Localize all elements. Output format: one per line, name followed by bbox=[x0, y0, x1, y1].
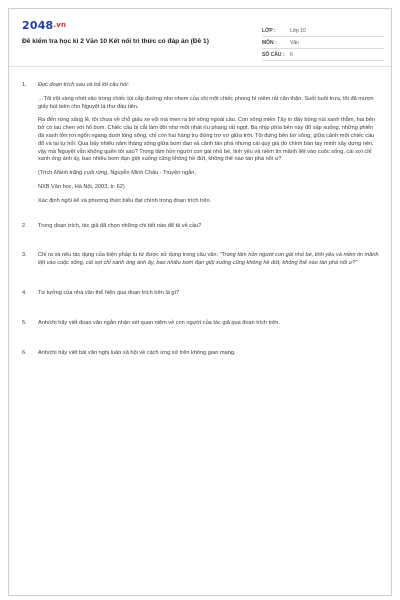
question-gap bbox=[22, 279, 380, 290]
question-text: Trong đoạn trích, tác giả đã chọn những chi tiết nào để tả về cầu? bbox=[38, 222, 202, 229]
question-3 bbox=[22, 252, 380, 268]
question-5 bbox=[22, 320, 380, 328]
meta-subject-key: MÔN : bbox=[262, 39, 277, 46]
passage-paragraph-2 bbox=[38, 117, 380, 164]
question-instruction: Đọc đoạn trích sau và trả lời câu hỏi: bbox=[38, 82, 130, 88]
meta-class-row bbox=[262, 25, 384, 37]
question-gap bbox=[22, 339, 380, 350]
source-suffix: , Nguyễn Minh Châu - Truyện ngắn, bbox=[107, 170, 196, 177]
meta-table bbox=[262, 25, 384, 61]
question-number: 5. bbox=[22, 319, 27, 326]
question-6 bbox=[22, 350, 380, 358]
source-prefix: (Trích bbox=[38, 170, 54, 177]
passage-text-b: Trong tâm hồn người con gái nhỏ bé, tinh yêu và niềm tin mãnh liệt vào cuộc sống, cái sợi chỉ xanh óng ánh ấy, bao nhiêu bom đạn giội xuống cũng không hề đứt, không thể nào tàn phá nổi ư? bbox=[38, 148, 372, 163]
question-gap bbox=[22, 230, 380, 241]
question-number: 1. bbox=[22, 82, 27, 88]
question-ask: Xác định ngôi kể và phương thức biểu đạt chính trong đoạn trích trên. bbox=[38, 197, 212, 204]
site-logo[interactable] bbox=[22, 19, 66, 32]
passage-source bbox=[38, 170, 380, 178]
question-text: Tư tưởng của nhà văn thể hiện qua đoạn trích trên là gì? bbox=[38, 289, 180, 296]
logo-suffix: .vn bbox=[53, 21, 67, 29]
meta-subject-value: Văn bbox=[290, 39, 299, 46]
logo-main: 2048 bbox=[22, 19, 54, 32]
question-number: 4. bbox=[22, 289, 27, 296]
passage-publisher: NXB Văn học, Hà Nội, 2003, tr. 62) bbox=[38, 183, 125, 190]
question-gap bbox=[22, 241, 380, 252]
question-2 bbox=[22, 223, 380, 231]
question-gap bbox=[22, 309, 380, 320]
question-text: Anh/chị hãy viết đoạn văn ngắn nhận xét quan niệm về con người của tác giả qua đoạn trích trên. bbox=[38, 319, 280, 326]
question-4 bbox=[22, 290, 380, 298]
question-gap bbox=[22, 268, 380, 279]
source-work: Mảnh trăng cuối rừng bbox=[53, 170, 108, 177]
meta-count-row bbox=[262, 49, 384, 61]
question-quote: "Trong tâm hồn người con gái nhỏ bé, tinh yêu và niềm tin mãnh liệt vào cuộc sống, cái sợi chỉ xanh óng ánh ấy, bao nhiêu bom đạn giội xuống cũng không hề đứt, không thể nào tàn phá nổi ư?" bbox=[38, 252, 379, 267]
question-text: Anh/chị hãy viết bài văn nghị luận xã hội về cách ứng xử trên không gian mạng. bbox=[38, 349, 236, 356]
meta-subject-row bbox=[262, 37, 384, 49]
question-number: 2. bbox=[22, 222, 27, 229]
question-body bbox=[38, 252, 380, 268]
meta-class-value: Lớp 10 bbox=[290, 27, 306, 34]
meta-count-key: SỐ CÂU : bbox=[262, 51, 285, 58]
passage-paragraph-1: …Tôi vội vàng nhét vào trong chiếc túi cấp đường nho nhem của chị một chiếc phong bì niêm rất cẩn thận. Suốt buổi trưa, tôi đã mượn giấy bút biên cho Nguyệt lá thư đầu tiên. bbox=[38, 95, 374, 110]
question-1 bbox=[22, 82, 380, 212]
doc-title: Đề kiểm tra học kì 2 Văn 10 Kết nối tri thức có đáp án (Đề 1) bbox=[22, 38, 209, 45]
exam-page bbox=[8, 8, 392, 596]
question-number: 3. bbox=[22, 252, 27, 259]
question-gap bbox=[22, 212, 380, 223]
passage-text-a: Ra đến rừng săng lẻ, tôi chưa về chỗ giấu xe vội mà men ra bờ sông ngoài cầu. Con sông miền Tây in đầy bóng núi xanh thẫm, hai bên bờ có lau chen với hố bom. Chiếc cầu bị cắt làm đôi như một nhát rìu phang rất ngọt. Ba nhịp phía bên này đổ sập xuống, những phiến đá xanh lởn rơi ngổn ngang dưới lòng sông, chỉ còn hai hàng trụ đứng trơ vơ giữa trời. Tôi đứng bên bờ sông, giữa cảnh một chiếc cầu đổ và lại tự hỏi: Qua bấy nhiêu năm tháng sống giữa bom đạn và cảnh tàn phá nhưng cái quý giá do chính bàn tay mình xây dựng nên, vậy mà Nguyệt vẫn không quên tôi sao? bbox=[38, 117, 375, 155]
page-header bbox=[22, 19, 382, 63]
question-number: 6. bbox=[22, 349, 27, 356]
meta-count-value: 6 bbox=[290, 51, 293, 58]
questions-list bbox=[22, 82, 380, 357]
question-text: Chỉ ra và nêu tác dụng của biện pháp tu từ được sử dụng trong câu văn: bbox=[38, 252, 220, 259]
question-gap bbox=[22, 298, 380, 309]
meta-class-key: LỚP : bbox=[262, 27, 276, 34]
question-body bbox=[38, 82, 380, 212]
header-divider bbox=[9, 66, 391, 67]
question-gap bbox=[22, 328, 380, 339]
